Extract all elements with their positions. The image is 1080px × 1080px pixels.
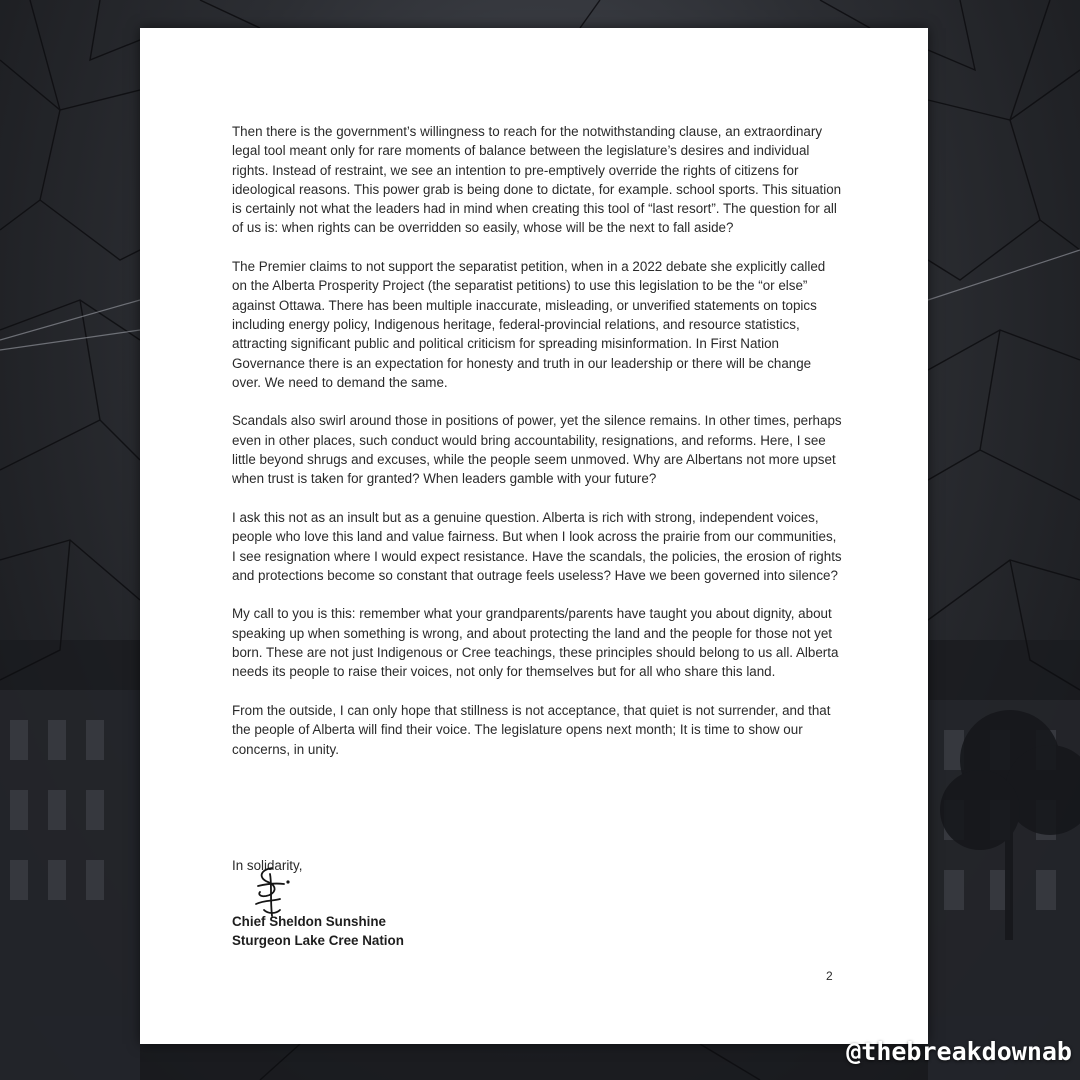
page-number: 2 — [826, 969, 833, 983]
paragraph-scandals: Scandals also swirl around those in positions of power, yet the silence remains. In other times, perhaps even in other places, such conduct would bring accountability, resignations, and reforms. Here, I see little beyond shrugs and excuses, while the people seem unmoved. Why are Albertans not more upset when trust is taken for granted? When leaders gamble with your future? — [232, 413, 842, 487]
signer-name: Chief Sheldon Sunshine — [232, 914, 386, 929]
signer-organization: Sturgeon Lake Cree Nation — [232, 933, 404, 948]
paragraph-conclusion: From the outside, I can only hope that stillness is not acceptance, that quiet is not surrender, and that the people of Alberta will find their voice. The legislature opens next month; It is time to show our concerns, in unity. — [232, 702, 831, 757]
paragraph-notwithstanding: Then there is the government’s willingness to reach for the notwithstanding clause, an extraordinary legal tool meant only for rare moments of balance between the legislature’s desires and individual rights. Instead of restraint, we see an intention to pre-emptively override the rights of citizens for ideological reasons. This power grab is being done to dictate, for example. school sports. This situation is certainly not what the leaders had in mind when creating this tool of “last resort”. The question for all of us is: when rights can be overridden so easily, whose will be the next to fall aside? — [232, 124, 842, 236]
letter-body — [232, 122, 842, 778]
left-building-silhouette — [0, 690, 140, 1080]
watermark-handle: @thebreakdownab — [846, 1037, 1072, 1066]
paragraph-premier: The Premier claims to not support the separatist petition, when in a 2022 debate she explicitly called on the Alberta Prosperity Project (the separatist petitions) to use this legislation to be the “or else” against Ottawa. There has been multiple inaccurate, misleading, or unverified statements on topics including energy policy, Indigenous heritage, federal-provincial relations, and resource statistics, attracting significant public and political criticism for spreading misinformation. In First Nation Governance there is an expectation for honesty and truth in our leadership or there will be change over. We need to demand the same. — [232, 259, 826, 390]
paragraph-question: I ask this not as an insult but as a genuine question. Alberta is rich with strong, independent voices, people who love this land and value fairness. But when I look across the prairie from our communities, I see resignation where I would expect resistance. Have the scandals, the policies, the erosion of rights and protections become so constant that outrage feels useless? Have we been governed into silence? — [232, 509, 842, 583]
closing-salutation: In solidarity, — [232, 858, 303, 873]
letter-page — [140, 28, 928, 1044]
paragraph-call-to-action: My call to you is this: remember what your grandparents/parents have taught you about dignity, about speaking up when something is wrong, and about protecting the land and the people for those not yet born. These are not just Indigenous or Cree teachings, these principles should belong to us all. Alberta needs its people to raise their voices, not only for themselves but for all who share this land. — [232, 606, 839, 680]
